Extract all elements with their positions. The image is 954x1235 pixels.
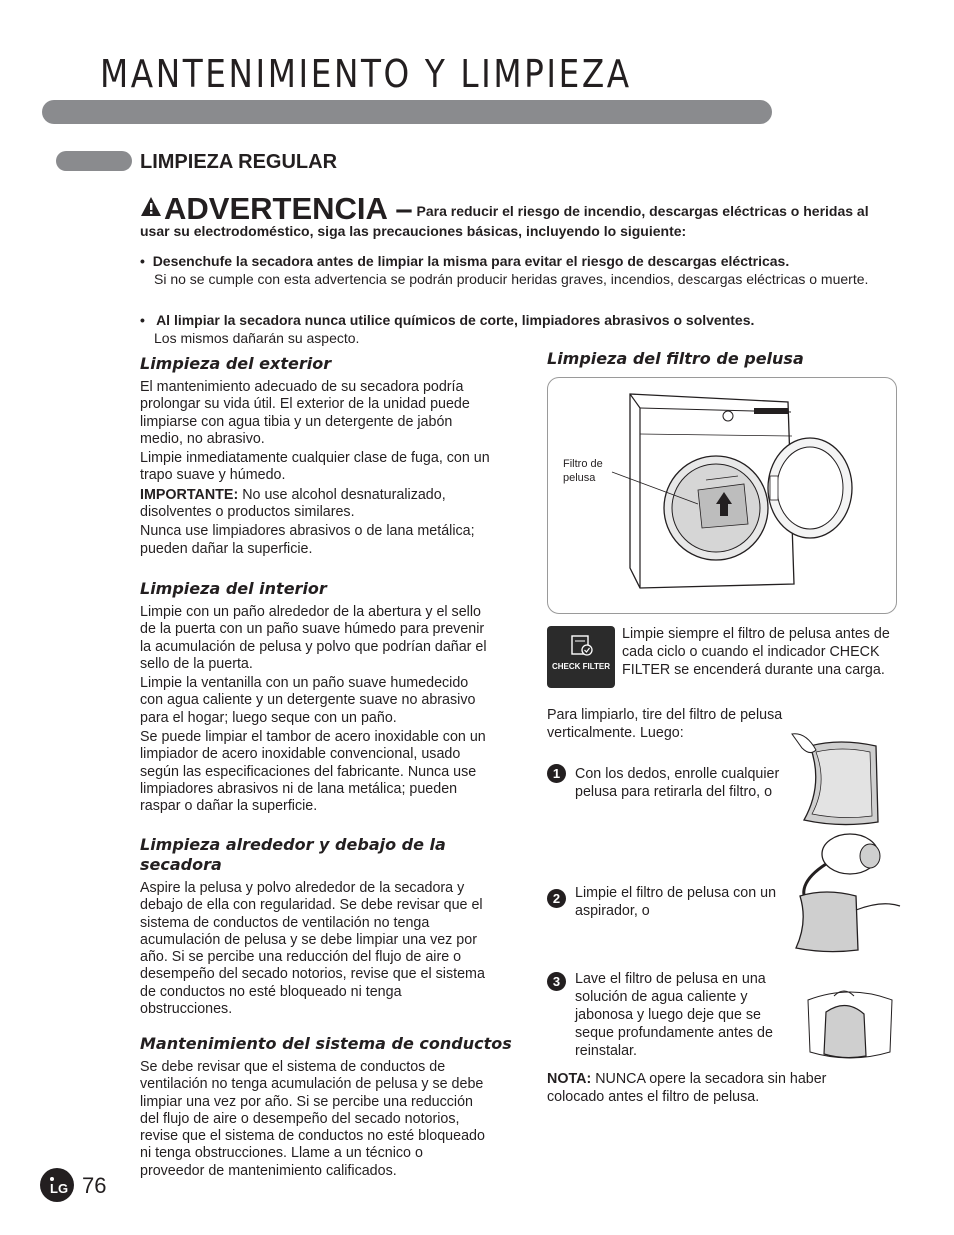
- ducts-section: [140, 1059, 490, 1180]
- note-label: NOTA:: [547, 1071, 592, 1087]
- around-section: [140, 880, 490, 1018]
- warning-block: [140, 191, 880, 240]
- ducts-heading: Mantenimiento del sistema de conductos: [140, 1034, 512, 1053]
- step-text: Lave el filtro de pelusa en una solución de agua caliente y jabonosa y luego deje que se seque profundamente antes de reinstalar.: [575, 971, 773, 1059]
- warning-bullet-lead: Desenchufe la secadora antes de limpiar la misma para evitar el riesgo de descargas eléctricas.: [152, 253, 790, 269]
- around-heading: Limpieza alrededor y debajo de la secadora: [140, 835, 446, 874]
- lint-filter-callout: Filtro de pelusa: [563, 458, 603, 484]
- title-divider-bar: [42, 100, 772, 124]
- step-text: Limpie el filtro de pelusa con un aspirador, o: [575, 885, 777, 919]
- around-paragraph: Aspire la pelusa y polvo alrededor de la secadora y debajo de ella con regularidad. Se debe revisar que el sistema de conductos de ventilación no tenga acumulación de pelusa y se debe limpiar una vez por año. Si se percibe una reducción del flujo de aire o desempeño del secado notorios, revise que el sistema de conductos no esté bloqueado ni tenga obstrucciones.: [140, 880, 485, 1018]
- check-filter-label: CHECK FILTER: [551, 662, 611, 671]
- step-text: Con los dedos, enrolle cualquier pelusa para retirarla del filtro, o: [575, 766, 780, 800]
- check-filter-note: Limpie siempre el filtro de pelusa antes de cada ciclo o cuando el indicador CHECK FILTER se encenderá durante una carga.: [622, 626, 890, 678]
- interior-paragraph: Limpie la ventanilla con un paño suave humedecido con agua caliente y un detergente suave no abrasivo para el hogar; luego seque con un paño.: [140, 675, 476, 726]
- interior-paragraph: Limpie con un paño alrededor de la abertura y el sello de la puerta con un paño suave húmedo para prevenir la acumulación de pelusa y polvo que podrían dañar el sello de la puerta.: [140, 604, 487, 672]
- warning-label: ADVERTENCIA –: [164, 191, 413, 226]
- warning-bullet-rest: Los mismos dañarán su aspecto.: [154, 330, 360, 346]
- exterior-heading: Limpieza del exterior: [140, 354, 332, 373]
- check-filter-indicator-icon: [547, 626, 615, 688]
- exterior-important: [140, 487, 490, 522]
- warning-bullet-rest: Si no se cumple con esta advertencia se podrán producir heridas graves, incendios, descargas eléctricas o muerte.: [154, 271, 869, 287]
- section-marker-pill: [56, 151, 132, 171]
- dryer-illustration: [548, 378, 895, 612]
- dryer-illustration-frame: [547, 377, 897, 614]
- lg-logo-icon: [40, 1168, 74, 1202]
- lint-filter-heading: Limpieza del filtro de pelusa: [547, 349, 804, 368]
- warning-bullet: • Al limpiar la secadora nunca utilice químicos de corte, limpiadores abrasivos o solventes. Los mismos dañarán su aspecto.: [140, 311, 900, 347]
- warning-bullet: • Desenchufe la secadora antes de limpiar la misma para evitar el riesgo de descargas eléctricas. Si no se cumple con esta advertencia se podrán producir heridas graves, incendios, descargas eléctricas o muerte.: [140, 252, 900, 288]
- section-heading: LIMPIEZA REGULAR: [140, 151, 338, 173]
- lint-filter-note: [547, 1070, 867, 1106]
- lg-logo-text: LG: [50, 1181, 69, 1196]
- important-label: IMPORTANTE:: [140, 486, 239, 503]
- exterior-paragraph: Limpie inmediatamente cualquier clase de fuga, con un trapo suave y húmedo.: [140, 450, 490, 484]
- warning-triangle-icon: [140, 196, 162, 222]
- step-number: 1: [547, 764, 566, 783]
- vacuum-cleaner-illustration: [786, 830, 904, 954]
- exterior-paragraph: Nunca use limpiadores abrasivos o de lana metálica; pueden dañar la superficie.: [140, 523, 475, 557]
- washing-filter-illustration: [804, 980, 896, 1064]
- step-number: 2: [547, 889, 566, 908]
- lint-filter-intro: Para limpiarlo, tire del filtro de pelusa verticalmente. Luego:: [547, 707, 783, 741]
- warning-bullet-lead: Al limpiar la secadora nunca utilice químicos de corte, limpiadores abrasivos o solventes.: [156, 312, 755, 328]
- ducts-paragraph: Se debe revisar que el sistema de conductos de ventilación no tenga acumulación de pelusa y se debe limpiar una vez por año. Si se percibe una reducción del flujo de aire o desempeño del secado notorios, revise que el sistema de conductos no esté bloqueado ni tenga obstrucciones. Llame a un técnico o proveedor de mantenimiento calificados.: [140, 1059, 485, 1179]
- interior-paragraph: Se puede limpiar el tambor de acero inoxidable con un limpiador de acero inoxidable convencional, usado según las especificaciones del fabricante. Nunca use limpiadores abrasivos ni de lana metálica; pueden raspar o dañar la superficie.: [140, 729, 486, 815]
- note-text: NUNCA opere la secadora sin haber colocado antes el filtro de pelusa.: [547, 1071, 827, 1105]
- interior-heading: Limpieza del interior: [140, 579, 327, 598]
- lint-filter-hand-illustration: [790, 730, 882, 830]
- exterior-section: [140, 379, 490, 558]
- page-number: 76: [82, 1173, 107, 1198]
- warning-intro: Para reducir el riesgo de incendio, descargas eléctricas o heridas al usar su electrodoméstico, siga las precauciones básicas, incluyendo lo siguiente:: [140, 203, 869, 239]
- exterior-paragraph: El mantenimiento adecuado de su secadora podría prolongar su vida útil. El exterior de la unidad puede limpiarse con agua tibia y un detergente de jabón medio, no abrasivo.: [140, 379, 470, 447]
- step-number: 3: [547, 972, 566, 991]
- interior-section: [140, 604, 490, 816]
- important-text: No use alcohol desnaturalizado, disolventes o productos similares.: [140, 486, 446, 521]
- page-title: MANTENIMIENTO Y LIMPIEZA: [100, 52, 632, 96]
